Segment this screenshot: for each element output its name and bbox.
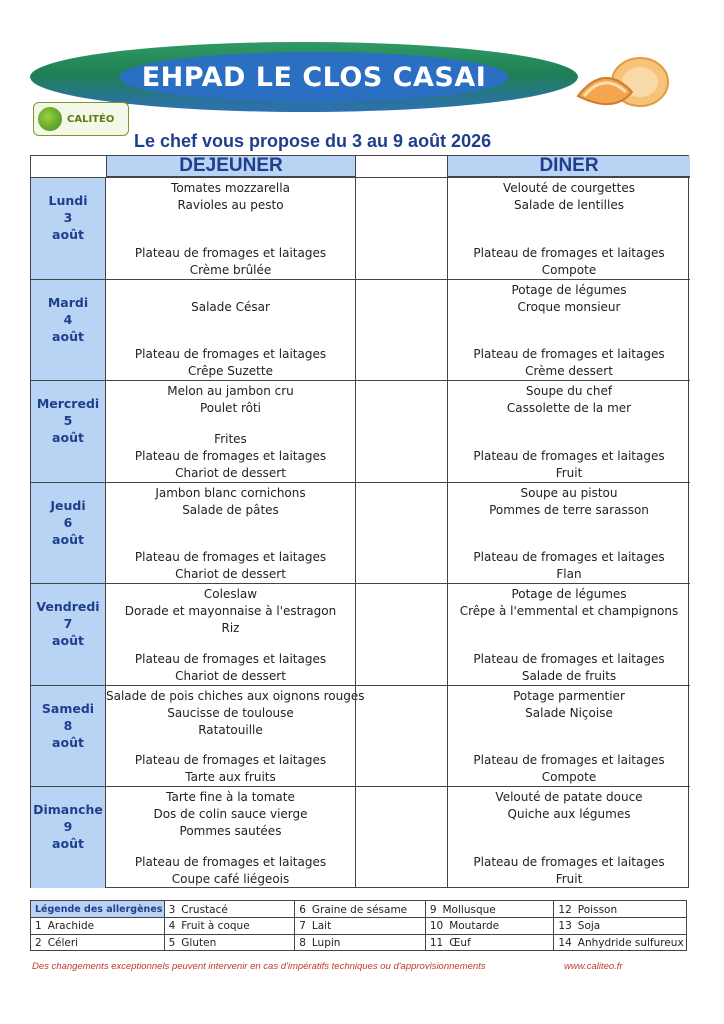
title-band	[120, 52, 508, 102]
lunch-cell	[106, 787, 355, 888]
day-month: août	[52, 227, 84, 242]
dessert-block	[106, 431, 355, 482]
menu-item: Crème dessert	[525, 364, 613, 378]
legend-item: 13 Soja	[553, 918, 686, 934]
dinner-cell	[447, 483, 690, 584]
day-name: Mercredi	[36, 396, 100, 411]
menu-item: Cassolette de la mer	[506, 401, 632, 415]
menu-item: Croque monsieur	[517, 299, 621, 314]
logo-text: CALITÉO	[67, 113, 115, 125]
menu-item: Plateau de fromages et laitages	[473, 550, 665, 564]
dinner-cell	[447, 584, 690, 685]
menu-item: Dorade et mayonnaise à l'estragon	[124, 604, 337, 618]
dinner-cell	[447, 280, 690, 381]
day-row	[31, 583, 690, 685]
day-name: Samedi	[41, 700, 95, 716]
blank-cell	[355, 280, 447, 381]
menu-item: Plateau de fromages et laitages	[473, 448, 665, 463]
lunch-cell	[106, 483, 355, 584]
menu-item: Dos de colin sauce vierge	[153, 807, 308, 821]
day-num: 7	[63, 616, 73, 631]
legend-item: 8 Lupin	[294, 935, 425, 951]
menu-item: Crêpe Suzette	[188, 364, 273, 378]
menu-item: Flan	[556, 567, 582, 581]
day-num: 6	[63, 514, 73, 530]
blank-cell	[355, 787, 447, 888]
day-label	[31, 381, 106, 482]
page-title: EHPAD LE CLOS CASAI	[141, 61, 487, 93]
menu-item: Plateau de fromages et laitages	[134, 347, 327, 361]
dessert-block	[106, 651, 355, 685]
dinner-cell	[447, 686, 690, 787]
day-num: 9	[63, 819, 73, 834]
dessert-block	[448, 854, 690, 888]
starter-block	[106, 586, 355, 637]
dessert-block	[106, 854, 355, 888]
day-row	[31, 380, 690, 482]
dessert-block	[448, 346, 690, 380]
disclaimer-note: Des changements exceptionnels peuvent intervenir en cas d'impératifs techniques ou d'approvisionnements	[32, 961, 486, 972]
day-name: Mardi	[47, 294, 89, 310]
starter-block	[448, 485, 690, 519]
day-month: août	[52, 531, 84, 547]
legend-item: 14 Anhydride sulfureux	[553, 935, 686, 951]
allergen-legend	[30, 900, 687, 951]
lunch-cell	[106, 178, 355, 279]
menu-item: Velouté de courgettes	[503, 181, 635, 195]
lunch-cell	[106, 686, 365, 787]
legend-row	[31, 934, 686, 951]
blank-cell	[355, 381, 447, 482]
menu-item: Coupe café liégeois	[171, 871, 290, 886]
menu-item: Frites	[214, 431, 247, 446]
menu-item: Plateau de fromages et laitages	[473, 245, 665, 260]
legend-item: 7 Lait	[294, 918, 425, 934]
day-row	[31, 177, 690, 279]
weekly-menu-table	[30, 155, 689, 888]
starter-block	[448, 688, 690, 722]
menu-item: Compote	[541, 262, 597, 277]
legend-item: 4 Fruit à coque	[164, 918, 295, 934]
dinner-cell	[447, 381, 690, 482]
legend-item: 2 Céleri	[35, 937, 79, 949]
legend-item: 12 Poisson	[553, 901, 686, 918]
legend-item: 3 Crustacé	[164, 901, 295, 918]
legend-row	[31, 917, 686, 934]
menu-item: Ravioles au pesto	[177, 198, 284, 212]
dessert-block	[448, 549, 690, 583]
blank-cell	[355, 483, 447, 584]
menu-item: Tomates mozzarella	[171, 181, 290, 195]
menu-item: Crème brûlée	[189, 262, 272, 277]
day-num: 8	[63, 717, 73, 733]
day-label	[31, 280, 106, 381]
day-row	[31, 685, 690, 787]
day-month: août	[52, 836, 84, 851]
blank-cell	[355, 584, 447, 685]
menu-item: Plateau de fromages et laitages	[473, 854, 665, 869]
menu-item: Salade César	[191, 299, 270, 314]
day-row	[31, 482, 690, 584]
starter-block	[106, 282, 355, 316]
menu-item: Plateau de fromages et laitages	[473, 753, 665, 767]
dessert-block	[106, 549, 355, 583]
menu-item: Salade de fruits	[521, 668, 617, 683]
dinner-cell	[447, 787, 690, 888]
menu-item: Pommes de terre sarasson	[489, 502, 649, 517]
day-num: 4	[63, 311, 73, 327]
melon-image	[574, 52, 670, 118]
starter-block	[448, 282, 690, 316]
legend-item: 6 Graine de sésame	[294, 901, 425, 918]
day-name: Dimanche	[33, 802, 103, 817]
day-name: Jeudi	[50, 497, 86, 513]
menu-item: Plateau de fromages et laitages	[134, 854, 327, 869]
starter-block	[106, 180, 355, 214]
menu-item: Ratatouille	[198, 722, 263, 737]
blank-cell	[355, 178, 447, 279]
dessert-block	[106, 346, 355, 380]
menu-item: Potage de légumes	[511, 587, 627, 601]
legend-item: 1 Arachide	[35, 920, 95, 932]
menu-item: Coleslaw	[203, 587, 258, 601]
menu-item: Plateau de fromages et laitages	[134, 448, 327, 463]
dessert-block	[106, 245, 355, 279]
starter-block	[448, 383, 690, 417]
menu-item: Plateau de fromages et laitages	[134, 753, 327, 767]
day-month: août	[52, 734, 84, 750]
menu-item: Tarte aux fruits	[185, 770, 276, 784]
day-label	[31, 178, 106, 279]
day-num: 5	[63, 413, 73, 428]
starter-block	[448, 789, 690, 823]
menu-item: Plateau de fromages et laitages	[134, 245, 327, 260]
menu-item: Salade de lentilles	[514, 198, 624, 212]
menu-item: Soupe au pistou	[520, 485, 618, 500]
legend-row	[31, 901, 686, 918]
menu-item: Compote	[541, 770, 597, 784]
menu-subtitle: Le chef vous propose du 3 au 9 août 2026	[134, 131, 492, 151]
day-month: août	[52, 430, 84, 445]
legend-title: Légende des allergènes	[31, 901, 164, 918]
legend-item: 11 Œuf	[425, 935, 554, 951]
menu-item: Velouté de patate douce	[495, 790, 643, 804]
dinner-cell	[447, 178, 690, 279]
menu-item: Crêpe à l'emmental et champignons	[459, 604, 679, 618]
day-label	[31, 686, 106, 787]
day-name: Vendredi	[36, 599, 100, 614]
starter-block	[106, 688, 365, 739]
menu-item: Riz	[221, 621, 240, 635]
starter-block	[448, 180, 690, 214]
menu-item: Plateau de fromages et laitages	[134, 550, 327, 564]
menu-item: Tarte fine à la tomate	[166, 790, 295, 804]
dessert-block	[448, 245, 690, 279]
starter-block	[106, 383, 355, 417]
blank-column-header	[355, 156, 447, 177]
menu-item: Chariot de dessert	[175, 465, 286, 480]
menu-item: Pommes sautées	[179, 824, 282, 838]
day-num: 3	[63, 210, 73, 225]
menu-item: Potage parmentier	[513, 688, 625, 703]
blank-cell	[355, 686, 447, 787]
menu-item: Fruit	[555, 465, 583, 480]
caliteo-logo	[33, 102, 129, 136]
legend-item: 10 Moutarde	[425, 918, 554, 934]
menu-item: Chariot de dessert	[175, 668, 286, 683]
menu-item: Melon au jambon cru	[167, 384, 294, 398]
menu-item: Quiche aux légumes	[507, 807, 631, 821]
menu-item	[106, 282, 355, 299]
legend-item: 9 Mollusque	[425, 901, 554, 918]
day-label	[31, 787, 106, 888]
menu-item: Saucisse de toulouse	[167, 705, 294, 720]
dessert-block	[448, 448, 690, 482]
menu-item: Chariot de dessert	[175, 567, 286, 581]
menu-item: Plateau de fromages et laitages	[473, 347, 665, 361]
day-row	[31, 279, 690, 381]
menu-item: Salade de pâtes	[182, 502, 279, 517]
dessert-block	[106, 752, 355, 786]
legend-item: 5 Gluten	[164, 935, 295, 951]
menu-item: Fruit	[555, 871, 583, 886]
website-link[interactable]: www.caliteo.fr	[564, 961, 623, 972]
day-label	[31, 483, 106, 584]
menu-item: Plateau de fromages et laitages	[473, 651, 665, 666]
menu-item: Salade de pois chiches aux oignons rouges	[106, 688, 365, 703]
leaf-icon	[38, 107, 62, 131]
menu-item: Salade Niçoise	[525, 705, 613, 720]
day-row	[31, 786, 690, 888]
starter-block	[106, 485, 355, 519]
menu-item: Plateau de fromages et laitages	[134, 651, 327, 666]
dessert-block	[448, 651, 690, 685]
lunch-cell	[106, 381, 355, 482]
day-label	[31, 584, 106, 685]
lunch-cell	[106, 584, 355, 685]
starter-block	[448, 586, 690, 620]
dessert-block	[448, 752, 690, 786]
menu-item: Soupe du chef	[525, 384, 613, 398]
lunch-column-header: DEJEUNER	[106, 156, 355, 177]
day-name: Lundi	[48, 193, 88, 208]
day-month: août	[52, 328, 84, 344]
lunch-cell	[106, 280, 355, 381]
starter-block	[106, 789, 355, 840]
day-month: août	[52, 633, 84, 648]
menu-item: Jambon blanc cornichons	[155, 485, 306, 500]
dinner-column-header: DINER	[447, 156, 690, 177]
menu-item: Potage de légumes	[511, 282, 627, 297]
menu-item: Poulet rôti	[199, 401, 262, 415]
